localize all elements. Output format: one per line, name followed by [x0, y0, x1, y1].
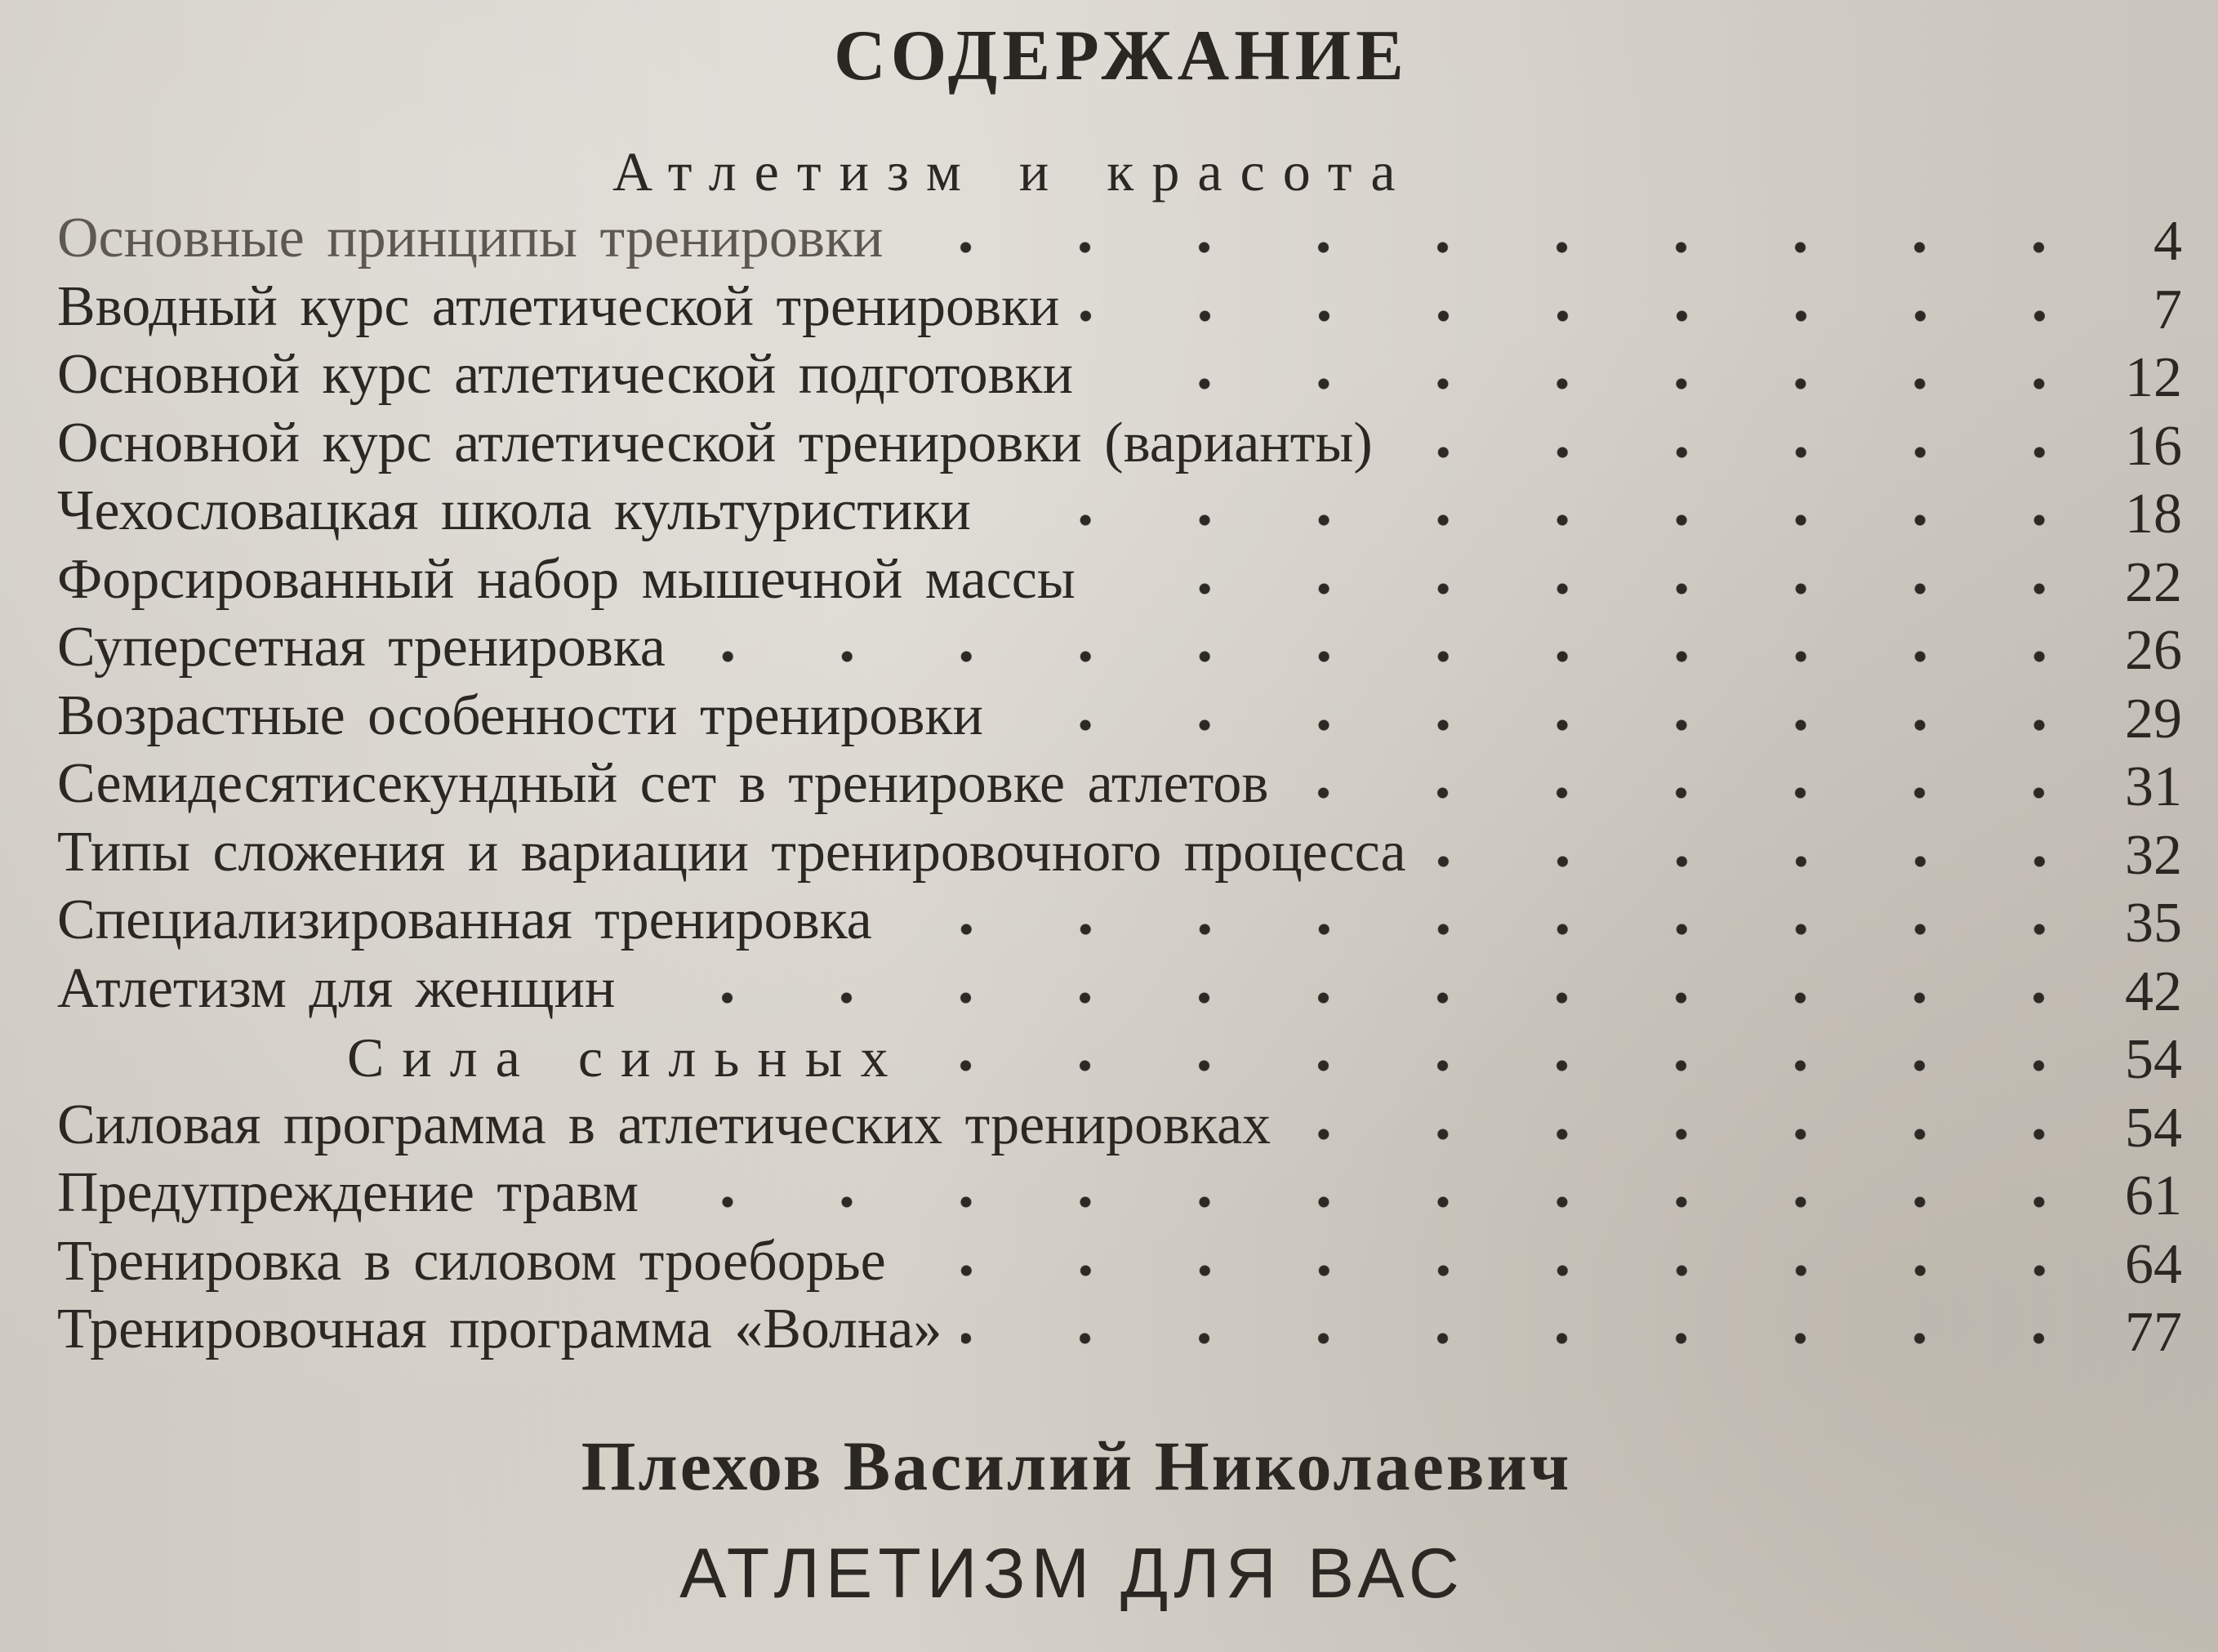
- leader-dots: [961, 1309, 2099, 1358]
- leader-dots: [1392, 423, 2099, 472]
- toc-section-heading: [57, 131, 2189, 203]
- leader-dots: [1095, 559, 2099, 608]
- leader-dots: [1288, 764, 2099, 813]
- toc-entry-title: Предупреждение травм: [57, 1161, 639, 1224]
- leader-dots: [892, 900, 2099, 949]
- toc-entry-title: Основной курс атлетической подготовки: [57, 343, 1074, 406]
- toc-section-heading: [57, 1017, 2189, 1091]
- leader-dots: [1003, 696, 2099, 745]
- toc-entry-title: Основные принципы тренировки: [57, 207, 884, 269]
- toc-entry-title: Суперсетная тренировка: [57, 616, 666, 679]
- toc-page-number: 61: [2125, 1164, 2182, 1227]
- toc-entry: [57, 1154, 2189, 1227]
- toc-page-number: 64: [2125, 1232, 2182, 1296]
- toc-entry: [57, 472, 2189, 545]
- toc-page-number: 42: [2125, 960, 2182, 1023]
- toc-page-number: 29: [2125, 687, 2182, 750]
- leader-dots: [906, 1241, 2099, 1290]
- leader-dots: [635, 968, 2099, 1017]
- toc-page-number: 54: [2125, 1028, 2182, 1091]
- leader-dots: [925, 1036, 2099, 1085]
- toc-page-number: 35: [2125, 892, 2182, 955]
- toc-entry-title: Тренировочная программа «Волна»: [57, 1298, 942, 1360]
- toc-entry-title: Типы сложения и вариации тренировочного процесса: [57, 820, 1406, 884]
- toc-entry-title: Чехословацкая школа культуристики: [57, 479, 971, 542]
- leader-dots: [685, 627, 2099, 676]
- toc-entry: [57, 403, 2189, 478]
- leader-dots: [1290, 1105, 2099, 1154]
- leader-dots: [902, 218, 2099, 267]
- leader-dots: [1426, 832, 2099, 881]
- author-name: Плехов Василий Николаевич: [581, 1427, 1572, 1505]
- toc-entry: [57, 199, 2189, 273]
- toc-page-number: 16: [2125, 414, 2182, 478]
- toc-page-number: 77: [2125, 1301, 2182, 1364]
- book-title: АТЛЕТИЗМ ДЛЯ ВАС: [679, 1534, 1465, 1613]
- toc-page-number: 26: [2125, 619, 2182, 682]
- toc-entry: [57, 267, 2189, 341]
- toc-entry: [57, 813, 2189, 887]
- toc-page-number: 18: [2125, 483, 2182, 545]
- toc-entry: [57, 1222, 2189, 1296]
- toc-entry-title: Вводный курс атлетической тренировки: [57, 274, 1060, 338]
- toc-entry-title: Основной курс атлетической тренировки (варианты): [57, 411, 1373, 474]
- toc-entry-title: Специализированная тренировка: [57, 888, 872, 951]
- toc-entry: [57, 881, 2189, 955]
- toc-entry: [57, 336, 2189, 409]
- toc-entry: [57, 608, 2189, 682]
- toc-entry: [57, 1085, 2189, 1160]
- toc-page-number: 54: [2125, 1096, 2182, 1160]
- toc-section-title: Сила сильных: [347, 1026, 906, 1089]
- toc-entry-title: Тренировка в силовом троеборье: [57, 1229, 886, 1293]
- toc-entry: [57, 1290, 2189, 1364]
- toc-entry: [57, 745, 2189, 818]
- toc-entry: [57, 676, 2189, 750]
- toc-entry-title: Возрастные особенности тренировки: [57, 684, 983, 747]
- toc-entry: [57, 949, 2189, 1023]
- leader-dots: [991, 491, 2099, 540]
- leader-dots: [1093, 354, 2099, 403]
- table-of-contents: [57, 131, 2189, 1364]
- toc-page-number: 31: [2125, 755, 2182, 818]
- toc-entry: [57, 540, 2189, 614]
- toc-page-number: 4: [2153, 210, 2182, 273]
- toc-entry-title: Силовая программа в атлетических тренировках: [57, 1093, 1272, 1156]
- leader-dots: [1080, 287, 2099, 336]
- toc-section-title: Атлетизм и красота: [612, 140, 1414, 203]
- toc-entry-title: Форсированный набор мышечной массы: [57, 547, 1076, 611]
- toc-page-number: 22: [2125, 550, 2182, 614]
- toc-page-number: 12: [2125, 346, 2182, 409]
- toc-page-number: 32: [2125, 823, 2182, 887]
- toc-entry-title: Атлетизм для женщин: [57, 956, 616, 1020]
- contents-heading: СОДЕРЖАНИЕ: [834, 16, 1409, 96]
- leader-dots: [658, 1173, 2099, 1222]
- toc-page-number: 7: [2153, 278, 2182, 341]
- toc-entry-title: Семидесятисекундный сет в тренировке атлетов: [57, 752, 1269, 815]
